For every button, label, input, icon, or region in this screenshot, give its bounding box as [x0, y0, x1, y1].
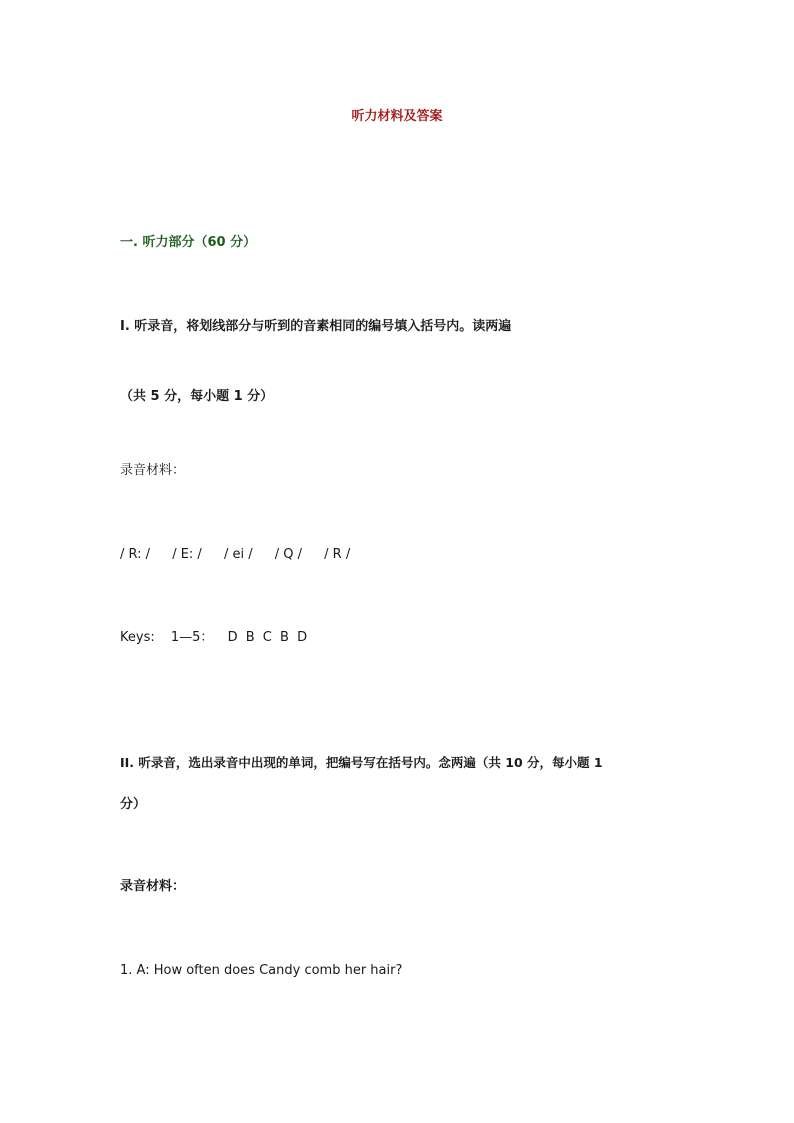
section1-material-label: 录音材料： [120, 463, 186, 478]
section1-points: （共 5 分，每小题 1 分） [120, 389, 274, 404]
section1-heading: I. 听录音，将划线部分与听到的音素相同的编号填入括号内。读两遍 [120, 319, 512, 334]
phoneme-item: / ei / [223, 547, 253, 562]
phoneme-item: / Q / [274, 547, 302, 562]
phoneme-list [120, 546, 368, 564]
phoneme-item: / R / [324, 547, 351, 562]
page-title: 听力材料及答案 [351, 109, 443, 124]
section1-keys [120, 629, 311, 647]
section2-material-label: 录音材料： [120, 879, 186, 894]
key-answer: D [297, 630, 308, 645]
phoneme-item: / R: / [120, 547, 151, 562]
key-answer: B [280, 630, 289, 645]
section2-heading-line2: 分） [120, 797, 147, 812]
section2-item-1: 1. A: How often does Candy comb her hair? [120, 963, 403, 978]
phoneme-item: / E: / [172, 547, 202, 562]
key-answer: D [227, 630, 238, 645]
section2-heading-line1: II. 听录音，选出录音中出现的单词，把编号写在括号内。念两遍（共 10 分，每小题 1 [120, 755, 603, 770]
key-answer: B [245, 630, 255, 645]
key-answer: C [262, 630, 272, 645]
keys-answers [228, 630, 312, 645]
part-one-heading: 一. 听力部分（60 分） [120, 235, 257, 250]
keys-label: Keys: [120, 630, 155, 645]
keys-range: 1—5： [170, 630, 214, 645]
